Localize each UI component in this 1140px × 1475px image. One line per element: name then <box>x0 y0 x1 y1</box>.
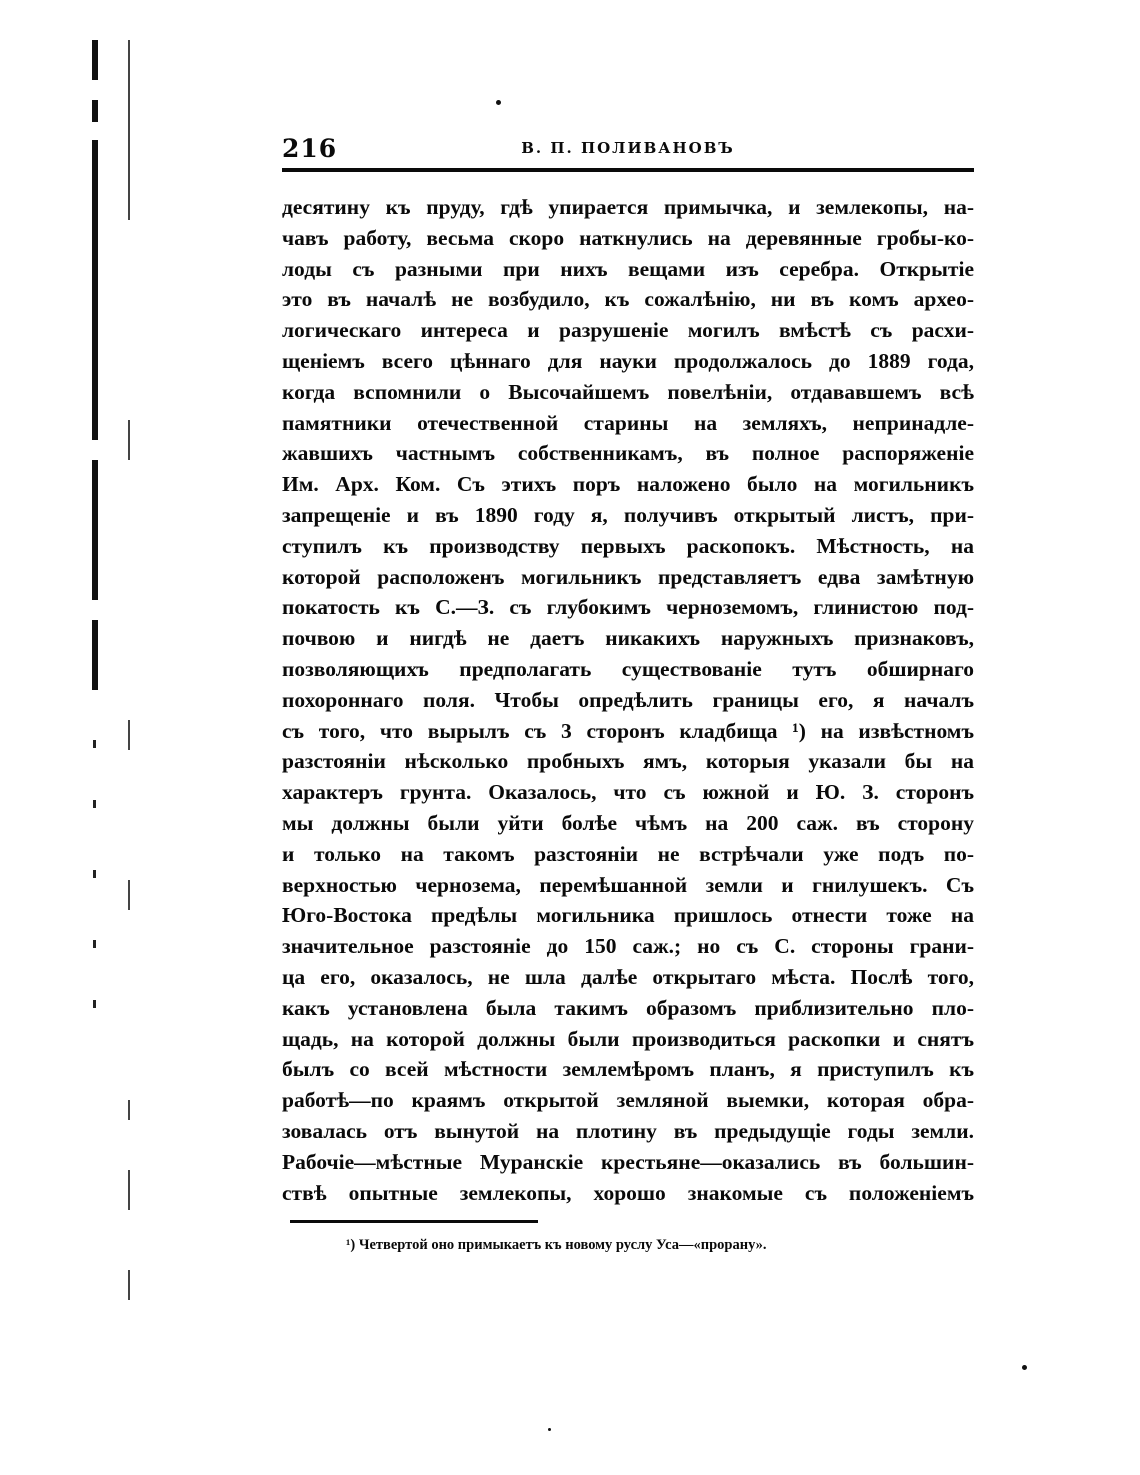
text-line: ствѣ опытные землекопы, хорошо знакомые съ положеніемъ <box>282 1180 974 1205</box>
text-line: разстояніи нѣсколько пробныхъ ямъ, которыя указали бы на <box>282 749 974 774</box>
text-line: логическаго интереса и разрушеніе могилъ вмѣстѣ съ расхи- <box>282 318 974 343</box>
footnote <box>346 1237 974 1254</box>
scan-speck <box>1022 1365 1027 1370</box>
footnote-rule <box>290 1220 538 1223</box>
running-title: В. П. ПОЛИВАНОВЪ <box>521 139 735 157</box>
text-line: щадь, на которой должны были производиться раскопки и снятъ <box>282 1026 974 1051</box>
text-line: похороннаго поля. Чтобы опредѣлить границы его, я началъ <box>282 687 974 712</box>
text-line: жавшихъ частнымъ собственникамъ, въ полное распоряженіе <box>282 441 974 466</box>
text-line: съ того, что вырылъ съ 3 сторонъ кладбища ¹) на извѣстномъ <box>282 718 974 743</box>
text-line: мы должны были уйти болѣе чѣмъ на 200 саж. въ сторону <box>282 810 974 835</box>
page-number: 216 <box>282 134 338 163</box>
book-page <box>282 130 974 1254</box>
text-line: памятники отечественной старины на земляхъ, непринадле- <box>282 410 974 435</box>
text-line: былъ со всей мѣстности землемѣромъ планъ, я приступилъ къ <box>282 1057 974 1082</box>
text-line: запрещеніе и въ 1890 году я, получивъ открытый листъ, при- <box>282 502 974 527</box>
text-line: Юго-Востока предѣлы могильника пришлось отнести тоже на <box>282 903 974 928</box>
text-line: Им. Арх. Ком. Съ этихъ поръ наложено было на могильникъ <box>282 472 974 497</box>
text-line: зовалась отъ вынутой на плотину въ предыдущіе годы земли. <box>282 1118 974 1143</box>
footnote-text: Четвертой оно примыкаетъ къ новому руслу Уса—«прорану». <box>358 1237 767 1254</box>
text-line: какъ установлена была такимъ образомъ приблизительно пло- <box>282 995 974 1020</box>
text-line: ступилъ къ производству первыхъ раскопокъ. Мѣстность, на <box>282 533 974 558</box>
text-line: верхностью чернозема, перемѣшанной земли и гнилушекъ. Съ <box>282 872 974 897</box>
text-line: работѣ—по краямъ открытой земляной выемки, которая обра- <box>282 1088 974 1113</box>
text-line: это въ началѣ не возбудило, къ сожалѣнію, ни въ комъ археo- <box>282 287 974 312</box>
header-rule <box>282 168 974 172</box>
text-line: характеръ грунта. Оказалось, что съ южной и Ю. З. сторонъ <box>282 780 974 805</box>
footnote-marker: ¹) <box>346 1237 356 1254</box>
text-line: позволяющихъ предполагать существованіе тутъ обширнаго <box>282 656 974 681</box>
body-text <box>282 192 974 1208</box>
text-line: лоды съ разными при нихъ вещами изъ серебра. Открытіе <box>282 256 974 281</box>
text-line: щеніемъ всего цѣннаго для науки продолжалось до 1889 года, <box>282 348 974 373</box>
scan-speck <box>496 100 501 105</box>
text-line: покатость къ С.—З. съ глубокимъ черноземомъ, глинистою под- <box>282 595 974 620</box>
text-line: значительное разстояніе до 150 саж.; но съ С. стороны грани- <box>282 934 974 959</box>
text-line: почвою и нигдѣ не даетъ никакихъ наружныхъ признаковъ, <box>282 626 974 651</box>
text-line: десятину къ пруду, гдѣ упирается примычка, и землекопы, на- <box>282 195 974 219</box>
text-line: которой расположенъ могильникъ представляетъ едва замѣтную <box>282 564 974 589</box>
scan-speck <box>548 1428 551 1431</box>
text-line: ца его, оказалось, не шла далѣе открытаго мѣста. Послѣ того, <box>282 964 974 989</box>
running-head <box>282 130 974 166</box>
text-line: чавъ работу, весьма скоро наткнулись на деревянные гробы-ко- <box>282 225 974 250</box>
text-line: Рабочіе—мѣстные Муранскіе крестьяне—оказались въ большин- <box>282 1149 974 1174</box>
binding-edge <box>88 40 104 1410</box>
text-line: когда вспомнили о Высочайшемъ повелѣніи, отдававшемъ всѣ <box>282 379 974 404</box>
text-line: и только на такомъ разстояніи не встрѣчали уже подъ по- <box>282 841 974 866</box>
